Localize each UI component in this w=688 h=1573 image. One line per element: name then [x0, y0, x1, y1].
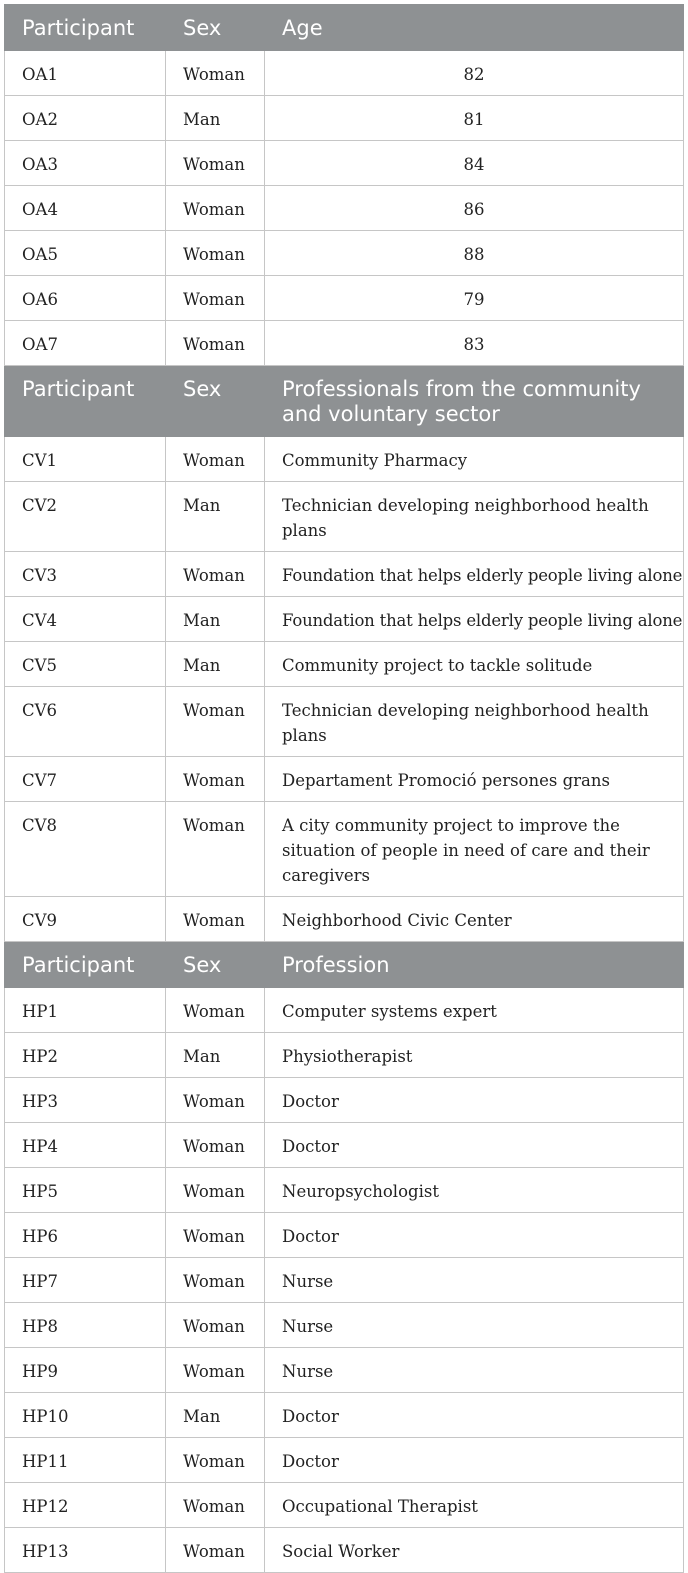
table-row	[5, 1393, 684, 1438]
participant-cell: OA6	[5, 276, 166, 321]
sex-cell: Woman	[166, 1303, 265, 1348]
table-row	[5, 642, 684, 687]
sex-cell: Man	[166, 597, 265, 642]
table-row	[5, 186, 684, 231]
table-row	[5, 1483, 684, 1528]
column-header: Participant	[5, 942, 166, 988]
participant-cell: HP2	[5, 1033, 166, 1078]
participant-cell: CV3	[5, 552, 166, 597]
table-row	[5, 1078, 684, 1123]
profession-cell: Computer systems expert	[265, 988, 684, 1033]
table-row	[5, 1213, 684, 1258]
participant-cell: OA2	[5, 96, 166, 141]
column-header: Profession	[265, 942, 684, 988]
column-header: Participant	[5, 5, 166, 51]
participant-cell: CV9	[5, 897, 166, 942]
participant-cell: CV1	[5, 437, 166, 482]
participant-cell: HP9	[5, 1348, 166, 1393]
sex-cell: Man	[166, 1033, 265, 1078]
profession-cell: Nurse	[265, 1303, 684, 1348]
table-row	[5, 482, 684, 552]
participant-cell: CV2	[5, 482, 166, 552]
table-row	[5, 757, 684, 802]
table-row	[5, 597, 684, 642]
sex-cell: Woman	[166, 802, 265, 897]
age-cell: 79	[265, 276, 684, 321]
role-cell: A city community project to improve the situation of people in need of care and their caregivers	[265, 802, 684, 897]
table-row	[5, 1438, 684, 1483]
profession-cell: Nurse	[265, 1348, 684, 1393]
role-cell: Neighborhood Civic Center	[265, 897, 684, 942]
participant-cell: CV8	[5, 802, 166, 897]
participant-cell: HP7	[5, 1258, 166, 1303]
age-cell: 83	[265, 321, 684, 366]
column-header: Sex	[166, 366, 265, 437]
table-row	[5, 897, 684, 942]
table-row	[5, 1258, 684, 1303]
participant-cell: HP4	[5, 1123, 166, 1168]
participant-cell: HP1	[5, 988, 166, 1033]
section-header-row	[5, 942, 684, 988]
participant-cell: OA1	[5, 51, 166, 96]
sex-cell: Woman	[166, 1213, 265, 1258]
sex-cell: Woman	[166, 1528, 265, 1573]
profession-cell: Doctor	[265, 1438, 684, 1483]
participant-cell: CV7	[5, 757, 166, 802]
profession-cell: Doctor	[265, 1123, 684, 1168]
column-header: Sex	[166, 5, 265, 51]
participant-cell: HP11	[5, 1438, 166, 1483]
participant-cell: HP10	[5, 1393, 166, 1438]
table-row	[5, 1528, 684, 1573]
sex-cell: Woman	[166, 321, 265, 366]
sex-cell: Woman	[166, 1348, 265, 1393]
participants-table-container	[4, 4, 683, 1573]
participant-cell: HP3	[5, 1078, 166, 1123]
section-header-row	[5, 366, 684, 437]
sex-cell: Woman	[166, 988, 265, 1033]
profession-cell: Nurse	[265, 1258, 684, 1303]
sex-cell: Woman	[166, 1123, 265, 1168]
participant-cell: OA5	[5, 231, 166, 276]
participant-cell: CV4	[5, 597, 166, 642]
participants-table	[4, 4, 684, 1573]
role-cell: Foundation that helps elderly people living alone	[265, 552, 684, 597]
profession-cell: Doctor	[265, 1213, 684, 1258]
participant-cell: HP5	[5, 1168, 166, 1213]
column-header: Age	[265, 5, 684, 51]
role-cell: Community project to tackle solitude	[265, 642, 684, 687]
participant-cell: HP13	[5, 1528, 166, 1573]
table-row	[5, 276, 684, 321]
age-cell: 81	[265, 96, 684, 141]
sex-cell: Woman	[166, 141, 265, 186]
participant-cell: HP8	[5, 1303, 166, 1348]
table-row	[5, 552, 684, 597]
sex-cell: Woman	[166, 186, 265, 231]
role-cell: Technician developing neighborhood health plans	[265, 482, 684, 552]
profession-cell: Doctor	[265, 1078, 684, 1123]
column-header: Sex	[166, 942, 265, 988]
participant-cell: HP6	[5, 1213, 166, 1258]
sex-cell: Woman	[166, 437, 265, 482]
sex-cell: Woman	[166, 51, 265, 96]
table-row	[5, 1033, 684, 1078]
participant-cell: OA3	[5, 141, 166, 186]
table-row	[5, 321, 684, 366]
age-cell: 88	[265, 231, 684, 276]
sex-cell: Man	[166, 642, 265, 687]
profession-cell: Neuropsychologist	[265, 1168, 684, 1213]
profession-cell: Physiotherapist	[265, 1033, 684, 1078]
profession-cell: Doctor	[265, 1393, 684, 1438]
table-row	[5, 231, 684, 276]
table-row	[5, 51, 684, 96]
table-row	[5, 802, 684, 897]
sex-cell: Woman	[166, 1168, 265, 1213]
table-row	[5, 1348, 684, 1393]
table-row	[5, 1168, 684, 1213]
role-cell: Departament Promoció persones grans	[265, 757, 684, 802]
table-row	[5, 1123, 684, 1168]
sex-cell: Woman	[166, 231, 265, 276]
sex-cell: Woman	[166, 1078, 265, 1123]
participant-cell: CV6	[5, 687, 166, 757]
section-header-row	[5, 5, 684, 51]
role-cell: Community Pharmacy	[265, 437, 684, 482]
sex-cell: Woman	[166, 757, 265, 802]
role-cell: Technician developing neighborhood health plans	[265, 687, 684, 757]
profession-cell: Social Worker	[265, 1528, 684, 1573]
age-cell: 84	[265, 141, 684, 186]
column-header: Participant	[5, 366, 166, 437]
profession-cell: Occupational Therapist	[265, 1483, 684, 1528]
column-header: Professionals from the community and voluntary sector	[265, 366, 684, 437]
sex-cell: Woman	[166, 1483, 265, 1528]
sex-cell: Woman	[166, 1258, 265, 1303]
participant-cell: OA4	[5, 186, 166, 231]
participant-cell: HP12	[5, 1483, 166, 1528]
table-row	[5, 96, 684, 141]
sex-cell: Woman	[166, 1438, 265, 1483]
role-cell: Foundation that helps elderly people living alone	[265, 597, 684, 642]
sex-cell: Woman	[166, 552, 265, 597]
sex-cell: Man	[166, 482, 265, 552]
age-cell: 82	[265, 51, 684, 96]
table-row	[5, 1303, 684, 1348]
sex-cell: Woman	[166, 276, 265, 321]
sex-cell: Man	[166, 96, 265, 141]
participant-cell: CV5	[5, 642, 166, 687]
participant-cell: OA7	[5, 321, 166, 366]
table-row	[5, 988, 684, 1033]
table-row	[5, 687, 684, 757]
sex-cell: Woman	[166, 687, 265, 757]
table-row	[5, 437, 684, 482]
table-row	[5, 141, 684, 186]
age-cell: 86	[265, 186, 684, 231]
sex-cell: Man	[166, 1393, 265, 1438]
sex-cell: Woman	[166, 897, 265, 942]
